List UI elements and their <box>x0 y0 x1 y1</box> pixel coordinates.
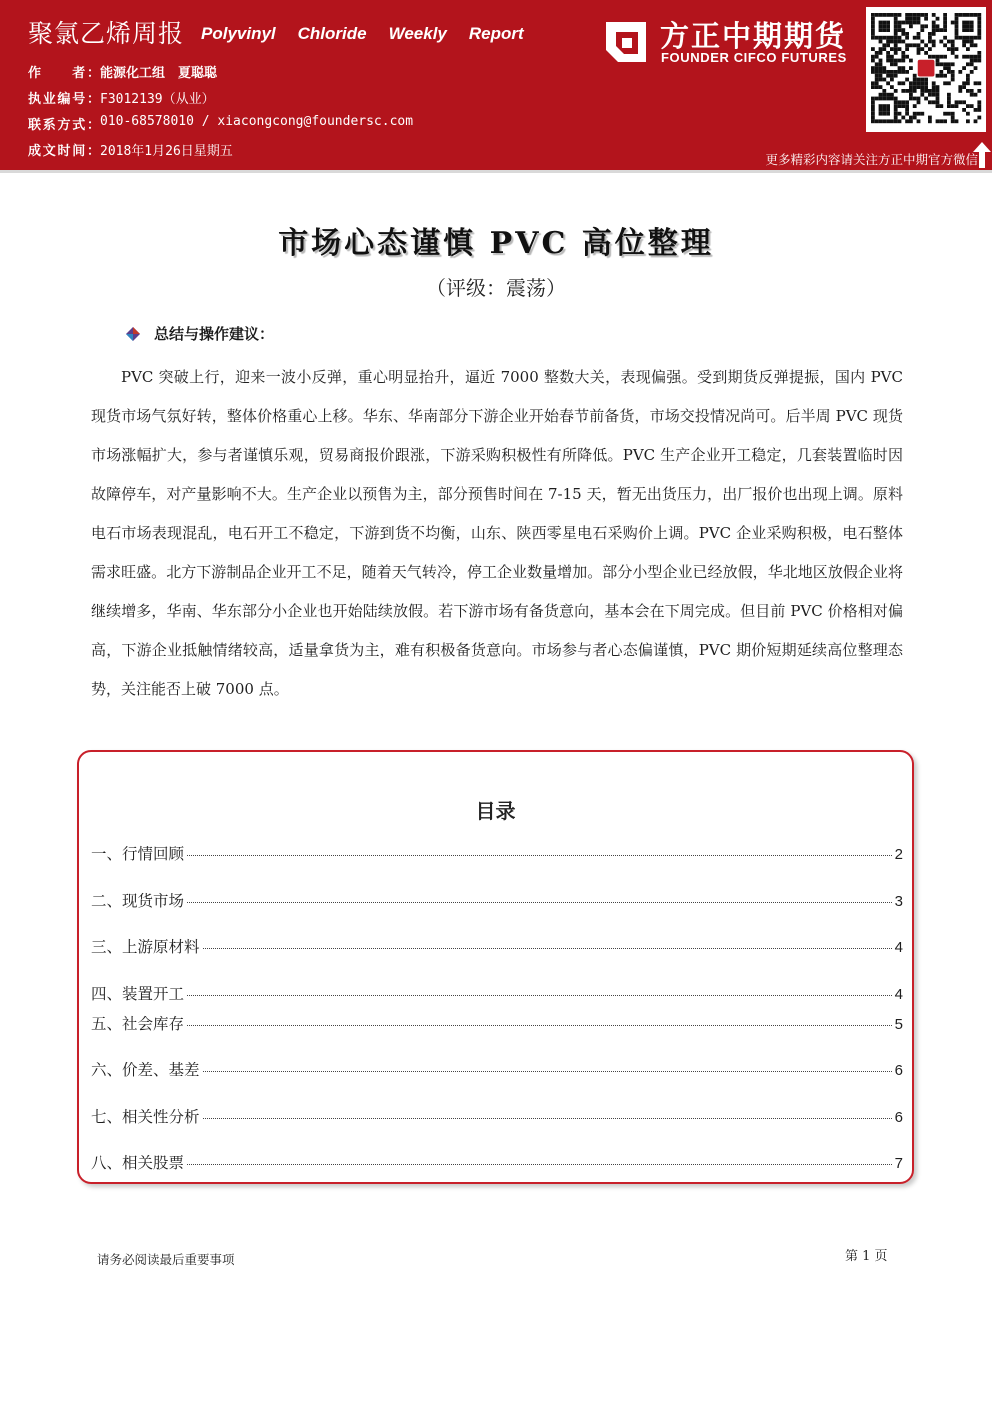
toc-leader-dots <box>187 1025 892 1026</box>
toc-item-page: 4 <box>894 986 903 1003</box>
toc-item-label: 一、行情回顾 <box>91 845 185 863</box>
report-series-title-en <box>201 24 524 44</box>
toc-item[interactable] <box>91 982 903 1004</box>
toc-item-page: 5 <box>894 1016 903 1033</box>
toc-item-label: 八、相关股票 <box>91 1154 185 1172</box>
summary-heading-text: 总结与操作建议： <box>154 325 275 343</box>
toc-item-label: 七、相关性分析 <box>91 1108 200 1126</box>
report-series-title: 聚氯乙烯周报 <box>28 19 185 48</box>
date-value: 2018年1月26日星期五 <box>100 144 233 159</box>
toc-item-page: 2 <box>894 846 903 863</box>
follow-wechat-text: 更多精彩内容请关注方正中期官方微信 <box>765 152 978 167</box>
license-row <box>28 88 215 107</box>
toc-item-label: 六、价差、基差 <box>91 1061 200 1079</box>
author-value: 能源化工组 夏聪聪 <box>100 66 218 81</box>
toc-item-label: 四、装置开工 <box>91 985 185 1003</box>
table-of-contents <box>77 750 914 1184</box>
contact-value[interactable]: 010-68578010 / xiacongcong@foundersc.com <box>100 114 414 129</box>
toc-item-label: 三、上游原材料 <box>91 938 200 956</box>
company-logo <box>604 14 859 72</box>
up-arrow-icon <box>972 141 992 169</box>
page-number: 第 1 页 <box>845 1249 888 1264</box>
toc-item[interactable] <box>91 1105 903 1127</box>
license-value: F3012139（从业） <box>100 92 215 107</box>
toc-leader-dots <box>187 902 892 903</box>
qr-code-icon <box>866 7 986 132</box>
toc-item[interactable] <box>91 1151 903 1173</box>
toc-leader-dots <box>203 948 892 949</box>
toc-item[interactable] <box>91 1012 903 1034</box>
logo-text-cn: 方正中期期货 <box>660 19 847 53</box>
toc-item-page: 3 <box>894 893 903 910</box>
report-header-band <box>0 0 992 170</box>
contact-row <box>28 114 413 133</box>
meta-key: 联系方式： <box>28 118 100 133</box>
toc-item[interactable] <box>91 1058 903 1080</box>
report-title: 市场心态谨慎 PVC 高位整理 <box>278 226 714 261</box>
title-en-word: Chloride <box>297 24 367 43</box>
toc-item[interactable] <box>91 842 903 864</box>
logo-text-en: FOUNDER CIFCO FUTURES <box>661 50 847 65</box>
toc-leader-dots <box>187 1164 892 1165</box>
wechat-qr-code <box>866 7 986 132</box>
toc-leader-dots <box>187 995 892 996</box>
meta-key: 作 者： <box>28 66 100 81</box>
toc-item[interactable] <box>91 935 903 957</box>
author-row <box>28 62 217 81</box>
title-en-word: Weekly <box>388 24 447 43</box>
logo-mark-icon <box>604 20 648 64</box>
toc-leader-dots <box>203 1118 892 1119</box>
toc-title: 目录 <box>475 799 516 823</box>
diamond-bullet-icon <box>126 327 140 341</box>
toc-item-page: 4 <box>894 939 903 956</box>
toc-item-page: 6 <box>894 1109 903 1126</box>
toc-item[interactable] <box>91 889 903 911</box>
toc-item-page: 7 <box>894 1155 903 1172</box>
meta-key: 成文时间： <box>28 144 100 159</box>
report-rating: （评级：震荡） <box>426 276 566 300</box>
toc-leader-dots <box>203 1071 892 1072</box>
title-en-word: Report <box>468 24 524 43</box>
summary-paragraph: PVC 突破上行，迎来一波小反弹，重心明显抬升，逼近 7000 整数大关，表现偏强。受到期货反弹提振，国内 PVC 现货市场气氛好转，整体价格重心上移。华东、华南部分下游企业开始春节前备货，市场交投情况尚可。后半周 PVC 现货市场涨幅扩大，参与者谨慎乐观，贸易商报价跟涨，下游采购积极性有所降低。PVC 生产企业开工稳定，几套装置临时因故障停车，对产量影响不大。生产企业以预售为主，部分预售时间在 7-15 天，暂无出货压力，出厂报价也出现上调。原料电石市场表现混乱，电石开工不稳定，下游到货不均衡，山东、陕西零星电石采购价上调。PVC 企业采购积极，电石整体需求旺盛。北方下游制品企业开工不足，随着天气转冷，停工企业数量增加。部分小型企业已经放假，华北地区放假企业将继续增多，华南、华东部分小企业也开始陆续放假。若下游市场有备货意向，基本会在下周完成。但目前 PVC 价格相对偏高，下游企业抵触情绪较高，适量拿货为主，难有积极备货意向。市场参与者心态偏谨慎，PVC 期价短期延续高位整理态势，关注能否上破 7000 点。 <box>91 368 903 698</box>
toc-item-label: 五、社会库存 <box>91 1015 185 1033</box>
toc-item-label: 二、现货市场 <box>91 892 185 910</box>
footer-notice[interactable]: 请务必阅读最后重要事项 <box>97 1252 235 1267</box>
meta-key: 执业编号： <box>28 92 100 107</box>
toc-item-page: 6 <box>894 1062 903 1079</box>
date-row <box>28 140 233 159</box>
toc-leader-dots <box>187 855 892 856</box>
header-divider <box>0 170 992 173</box>
summary-heading <box>126 323 274 344</box>
title-en-word: Polyvinyl <box>201 24 276 43</box>
